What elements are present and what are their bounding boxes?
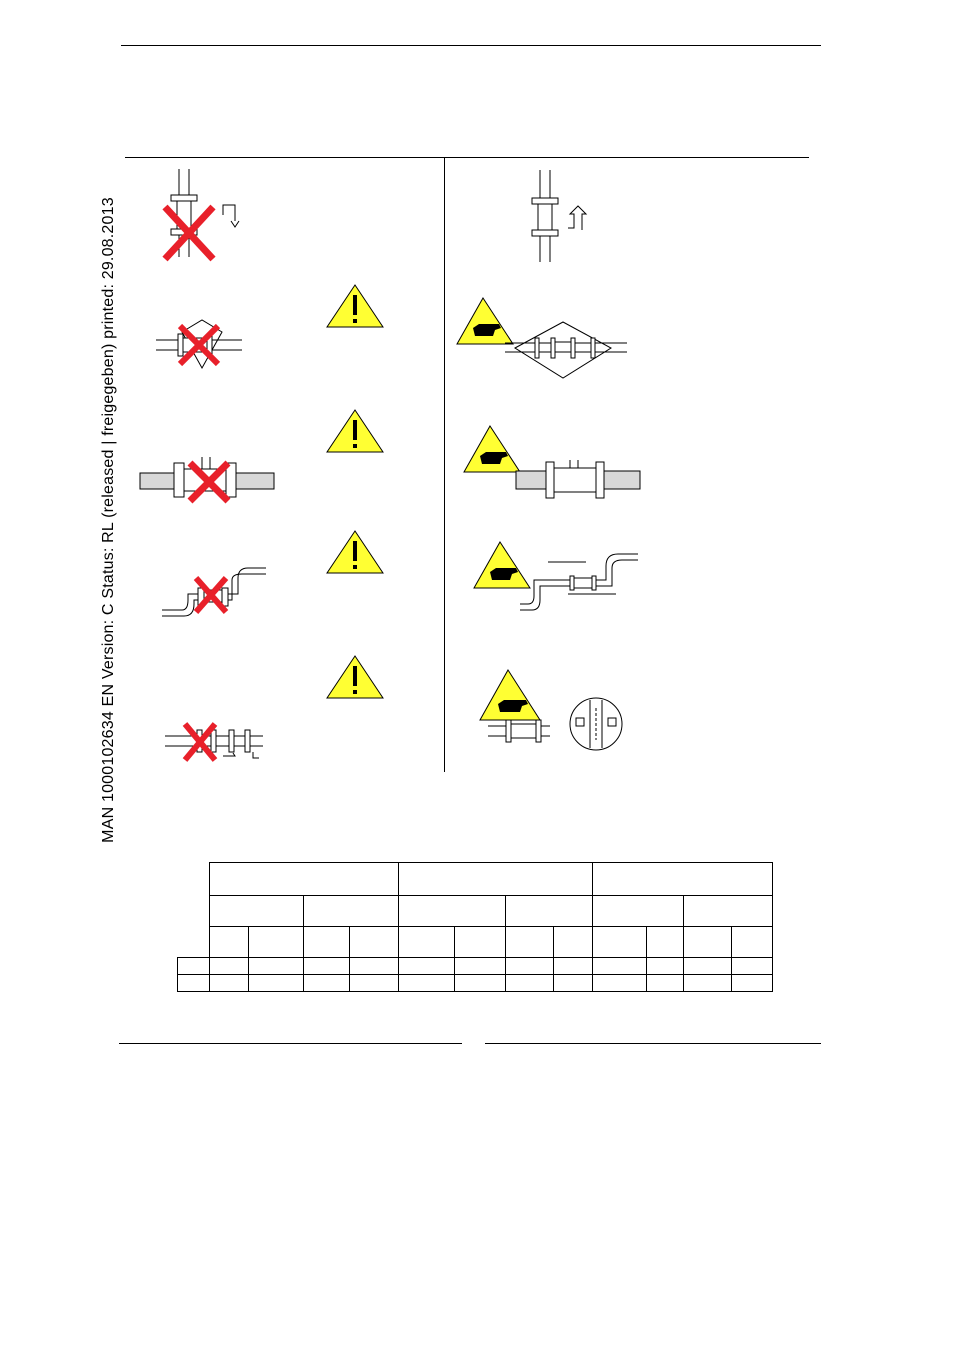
- table-column-header: [209, 927, 248, 958]
- document-id-sidebar: MAN 1000102634 EN Version: C Status: RL (released | freigegeben) printed: 29.08.2013: [100, 197, 117, 843]
- table-column-header: [683, 927, 731, 958]
- table-header-group: [398, 863, 592, 896]
- figure-pipe-upstream-distance-correct: [478, 668, 628, 754]
- exclamation-warning-icon: [325, 654, 385, 700]
- table-subheader: [505, 896, 592, 927]
- table-column-header: [398, 927, 454, 958]
- table-column-header: [592, 927, 646, 958]
- table-corner: [178, 863, 210, 896]
- figure-insulated-pipe-incorrect: [138, 455, 278, 505]
- table-column-header: [553, 927, 592, 958]
- figure-pipe-at-high-point-incorrect: [158, 560, 270, 620]
- table-row-label: [178, 958, 210, 975]
- pointing-hand-icon: [464, 426, 520, 472]
- table-row: [178, 975, 773, 992]
- table-column-header: [505, 927, 553, 958]
- table-subheader: [592, 896, 683, 927]
- table-corner: [178, 896, 210, 927]
- footer-rule-right: [485, 1043, 821, 1044]
- pointing-hand-icon: [474, 542, 530, 588]
- figure-pipe-before-pump-incorrect: [163, 720, 273, 765]
- figure-pipe-at-low-point-correct: [472, 540, 642, 616]
- table-column-header: [303, 927, 349, 958]
- table-header-group: [592, 863, 772, 896]
- figure-divider: [444, 158, 445, 772]
- exclamation-warning-icon: [325, 283, 385, 329]
- table-row-label: [178, 975, 210, 992]
- exclamation-warning-icon: [325, 408, 385, 454]
- specification-table: [177, 862, 773, 992]
- table-row: [178, 958, 773, 975]
- pointing-hand-icon: [457, 298, 513, 344]
- table-column-header: [731, 927, 772, 958]
- figure-pipe-through-wall-correct: [455, 296, 635, 382]
- table-column-header: [248, 927, 303, 958]
- header-rule: [121, 45, 821, 46]
- table-subheader: [683, 896, 772, 927]
- table-subheader: [398, 896, 505, 927]
- footer-rule-left: [119, 1043, 462, 1044]
- table-column-header: [349, 927, 398, 958]
- table-column-header: [646, 927, 683, 958]
- table-column-header: [454, 927, 505, 958]
- figure-vertical-pipe-downward-flow: [155, 165, 265, 275]
- table-header-group: [209, 863, 398, 896]
- figure-pipe-through-wall-incorrect: [152, 318, 252, 378]
- figure-vertical-pipe-upward-flow: [528, 168, 608, 268]
- figure-insulated-pipe-correct: [462, 424, 642, 500]
- table-subheader: [303, 896, 398, 927]
- pointing-hand-icon: [480, 670, 540, 720]
- table-corner: [178, 927, 210, 958]
- table-subheader: [209, 896, 303, 927]
- exclamation-warning-icon: [325, 529, 385, 575]
- figure-top-rule: [125, 157, 809, 158]
